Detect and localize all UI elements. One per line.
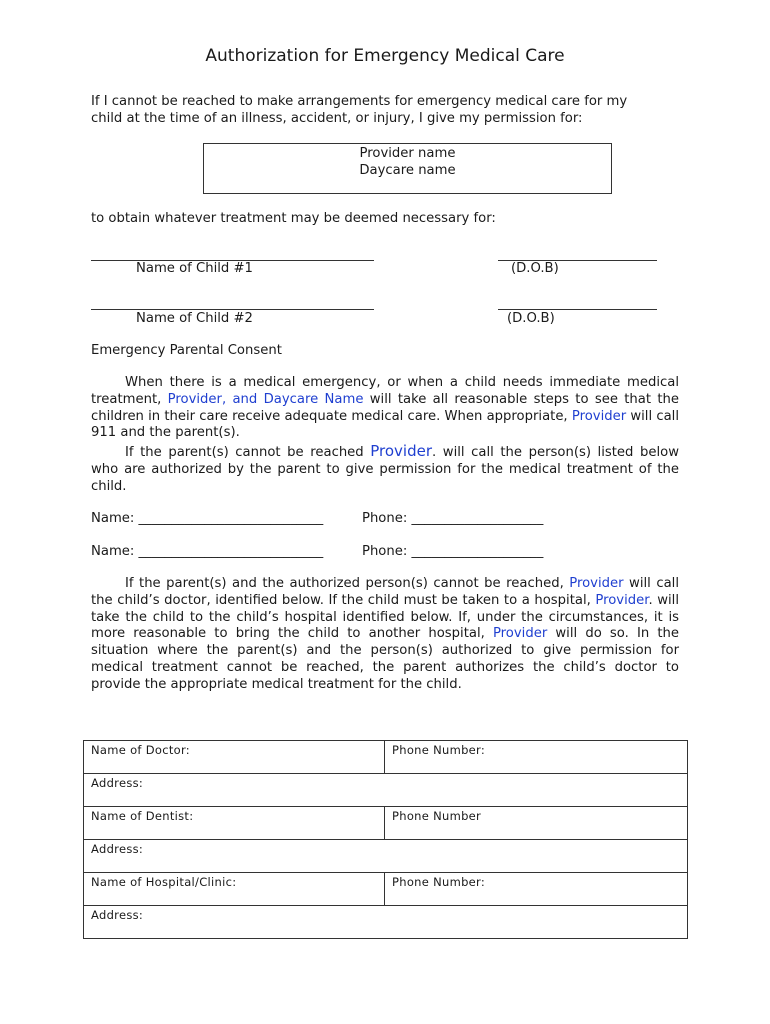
table-row	[84, 906, 688, 939]
paragraph-emergency	[91, 375, 679, 442]
contact2-phone-field[interactable]: Phone: ____________________	[362, 544, 544, 559]
contact1-name-field[interactable]: Name: ____________________________	[91, 511, 324, 526]
provider-ref: Provider	[569, 576, 624, 591]
dentist-name-cell[interactable]: Name of Dentist:	[84, 807, 385, 840]
doctor-name-cell[interactable]: Name of Doctor:	[84, 741, 385, 774]
child2-dob-label: (D.O.B)	[507, 311, 555, 326]
hospital-name-cell[interactable]: Name of Hospital/Clinic:	[84, 873, 385, 906]
table-row	[84, 873, 688, 906]
daycare-name: Daycare name	[359, 163, 456, 178]
para3-text-a: If the parent(s) and the authorized person(s) cannot be reached,	[125, 576, 570, 591]
provider-ref: Provider	[595, 592, 649, 608]
dentist-phone-cell[interactable]: Phone Number	[385, 807, 688, 840]
dentist-address-cell[interactable]: Address:	[84, 840, 688, 873]
obtain-text: to obtain whatever treatment may be deemed necessary for:	[91, 211, 496, 226]
para3-text-c: will call the child’s doctor, identified below. If the child must be taken to a hospital,	[91, 576, 679, 608]
para2-text-c: . will call the person(s) listed below who are authorized by the parent to give permission for the medical treatment of the child.	[91, 445, 679, 494]
contact2-name-field[interactable]: Name: ____________________________	[91, 544, 324, 559]
table-row	[84, 741, 688, 774]
paragraph-parents-unreachable	[91, 443, 679, 495]
table-row	[84, 807, 688, 840]
page-title: Authorization for Emergency Medical Care	[205, 46, 565, 66]
paragraph-doctor	[91, 576, 679, 694]
provider-box[interactable]	[203, 143, 612, 194]
table-row	[84, 840, 688, 873]
provider-ref: Provider	[571, 408, 627, 424]
provider-daycare-ref: Provider, and Daycare Name	[167, 391, 364, 407]
para1-text-c: will take all reasonable steps to see that the children in their care receive adequate medical care. When appropriate,	[91, 391, 679, 424]
para3-text-e: . will take the child to the child’s hospital identified below. If, under the circumstances, it is more reasonable to bring the child to another hospital,	[91, 592, 679, 642]
provider-ref: Provider	[492, 626, 548, 642]
doctor-phone-cell[interactable]: Phone Number:	[385, 741, 688, 774]
table-row	[84, 774, 688, 807]
hospital-phone-cell[interactable]: Phone Number:	[385, 873, 688, 906]
child2-name-label: Name of Child #2	[136, 311, 253, 326]
para1-text-e: will call 911 and the parent(s).	[91, 408, 679, 441]
intro-line-2: child at the time of an illness, accident, or injury, I give my permission for:	[91, 111, 583, 126]
intro-line-1: If I cannot be reached to make arrangements for emergency medical care for my	[91, 94, 628, 109]
provider-ref: Provider	[370, 442, 433, 460]
provider-name: Provider name	[359, 146, 456, 161]
medical-contacts-table	[83, 740, 688, 939]
consent-heading: Emergency Parental Consent	[91, 343, 282, 358]
para1-text-a: When there is a medical emergency, or when a child needs immediate medical treatment,	[91, 375, 679, 407]
child1-dob-label: (D.O.B)	[511, 261, 559, 276]
para2-text-a: If the parent(s) cannot be reached	[125, 445, 371, 460]
contact1-phone-field[interactable]: Phone: ____________________	[362, 511, 544, 526]
child1-name-label: Name of Child #1	[136, 261, 253, 276]
hospital-address-cell[interactable]: Address:	[84, 906, 688, 939]
para3-text-g: will do so. In the situation where the parent(s) and the person(s) authorized to give permission for medical treatment cannot be reached, the parent authorizes the child’s doctor to provide the appropriate medical treatment for the child.	[91, 626, 679, 692]
doctor-address-cell[interactable]: Address:	[84, 774, 688, 807]
